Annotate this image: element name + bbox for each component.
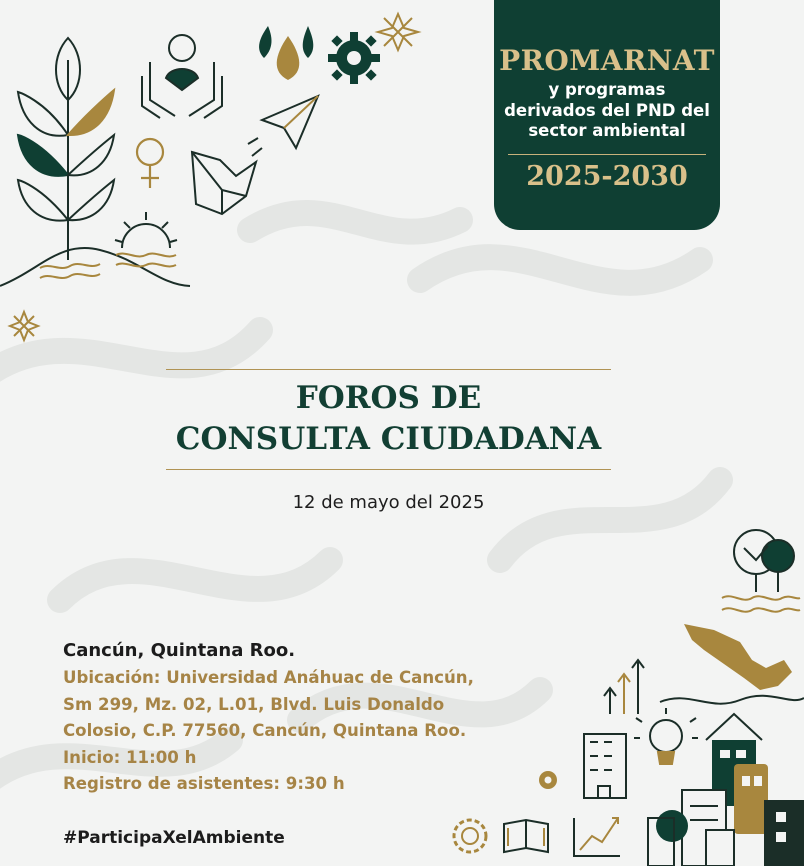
gear-icon [328, 32, 380, 84]
book-icon [504, 820, 548, 852]
trees-icon [722, 530, 800, 612]
title-line-1: FOROS DE [295, 380, 482, 416]
title-top-rule [166, 369, 611, 370]
detail-line: Colosio, C.P. 77560, Cancún, Quintana Roo. [63, 721, 467, 740]
city-icon [648, 714, 804, 866]
detail-line: Inicio: 11:00 h [63, 747, 197, 767]
growth-chart-icon [574, 818, 620, 856]
page-title [166, 378, 611, 460]
caring-hands-icon [142, 35, 222, 118]
origami-bird-icon [192, 152, 256, 214]
event-date: 12 de mayo del 2025 [292, 492, 485, 513]
female-symbol-icon [137, 139, 163, 188]
event-details [63, 665, 474, 798]
badge-subtitle: y programas derivados del PND del sector ambiental [504, 80, 710, 140]
plant-icon [0, 38, 190, 286]
badge-years: 2025-2030 [526, 161, 688, 192]
event-city: Cancún, Quintana Roo. [63, 640, 296, 661]
title-line-2: CONSULTA CIUDADANA [175, 421, 602, 457]
detail-line: Sm 299, Mz. 02, L.01, Blvd. Luis Donaldo [63, 694, 445, 714]
detail-line: Registro de asistentes: 9:30 h [63, 774, 345, 793]
badge-title: PROMARNAT [499, 44, 715, 77]
lightbulb-icon [634, 708, 698, 764]
mexico-map-icon [660, 624, 804, 704]
badge-divider [508, 154, 706, 155]
building-icon [584, 734, 626, 798]
title-bottom-rule [166, 469, 611, 470]
hashtag: #ParticipaXelAmbiente [63, 828, 285, 848]
paper-plane-icon [248, 96, 318, 156]
water-drops-icon [259, 26, 313, 80]
growth-arrows-icon [604, 660, 644, 714]
detail-line: Ubicación: Universidad Anáhuac de Cancún, [63, 668, 474, 687]
program-badge [494, 0, 720, 230]
